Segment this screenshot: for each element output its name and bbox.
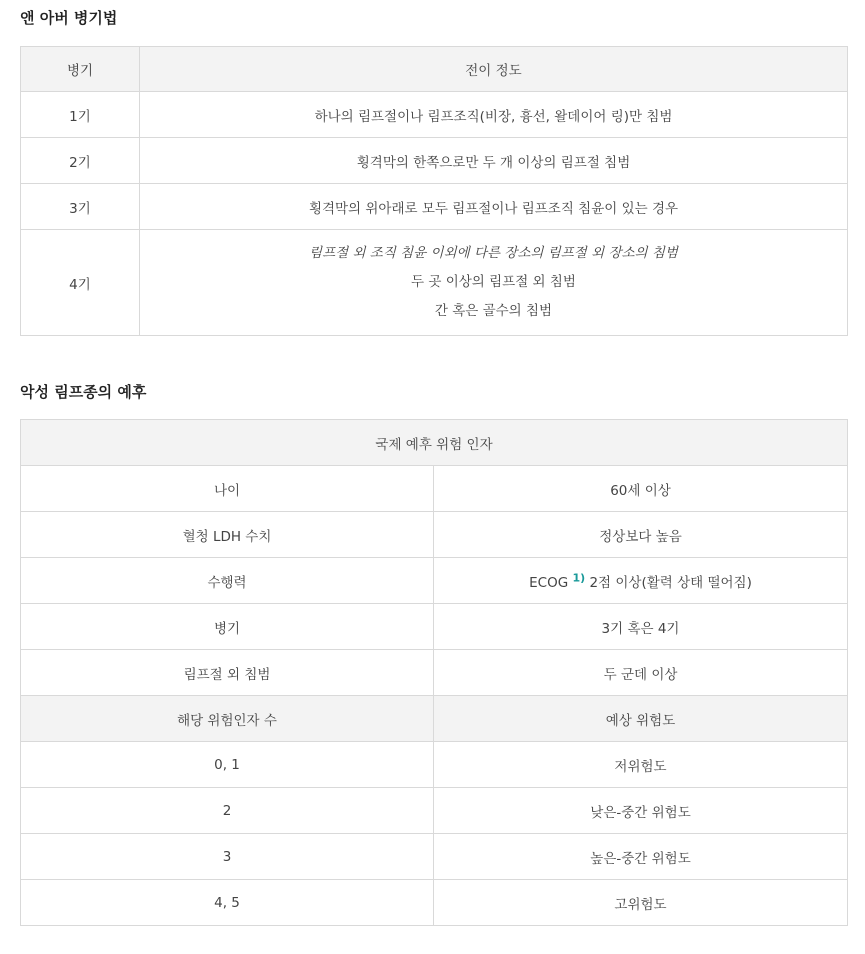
table-row [21, 230, 848, 336]
table-header-row [21, 47, 848, 92]
column-header-stage: 병기 [21, 47, 140, 92]
table-row [21, 512, 848, 558]
table-row [21, 138, 848, 184]
value-cell: 정상보다 높음 [434, 512, 848, 558]
table-row [21, 650, 848, 696]
staging-section-title: 앤 아버 병기법 [20, 9, 118, 27]
count-cell: 2 [21, 788, 434, 834]
factor-cell: 혈청 LDH 수치 [21, 512, 434, 558]
footnote-link[interactable]: 1) [572, 571, 586, 584]
count-cell: 0, 1 [21, 742, 434, 788]
factor-cell: 수행력 [21, 558, 434, 604]
description-cell: 횡격막의 위아래로 모두 림프절이나 림프조직 침윤이 있는 경우 [140, 184, 848, 230]
table-row [21, 788, 848, 834]
prognosis-table [20, 419, 848, 926]
value-cell [434, 558, 848, 604]
risk-cell: 높은-중간 위험도 [434, 834, 848, 880]
table-header-row [21, 420, 848, 466]
table-subheader-row [21, 696, 848, 742]
stage-cell: 4기 [21, 230, 140, 336]
table-row [21, 880, 848, 926]
value-cell: 두 군데 이상 [434, 650, 848, 696]
value-cell: 3기 혹은 4기 [434, 604, 848, 650]
description-line: 두 곳 이상의 림프절 외 침범 [411, 274, 576, 290]
stage-cell: 2기 [21, 138, 140, 184]
value-cell: 60세 이상 [434, 466, 848, 512]
ecog-description: 2점 이상(활력 상태 떨어짐) [589, 574, 752, 591]
table-row [21, 92, 848, 138]
count-cell: 4, 5 [21, 880, 434, 926]
ecog-text: ECOG [529, 574, 569, 591]
description-cell: 횡격막의 한쪽으로만 두 개 이상의 림프절 침범 [140, 138, 848, 184]
stage-cell: 1기 [21, 92, 140, 138]
risk-cell: 고위험도 [434, 880, 848, 926]
column-header-spread: 전이 정도 [140, 47, 848, 92]
table-row [21, 558, 848, 604]
description-cell: 하나의 림프절이나 림프조직(비장, 흉선, 왈데이어 링)만 침범 [140, 92, 848, 138]
description-line: 간 혹은 골수의 침범 [434, 303, 553, 319]
column-header-risk: 예상 위험도 [434, 696, 848, 742]
prognosis-section-title: 악성 림프종의 예후 [20, 383, 147, 401]
table-row [21, 604, 848, 650]
description-cell [140, 230, 848, 336]
ipi-header: 국제 예후 위험 인자 [21, 420, 848, 466]
table-row [21, 742, 848, 788]
table-row [21, 466, 848, 512]
table-row [21, 184, 848, 230]
risk-cell: 낮은-중간 위험도 [434, 788, 848, 834]
ann-arbor-staging-table [20, 46, 848, 336]
stage-cell: 3기 [21, 184, 140, 230]
factor-cell: 병기 [21, 604, 434, 650]
factor-cell: 림프절 외 침범 [21, 650, 434, 696]
count-cell: 3 [21, 834, 434, 880]
table-row [21, 834, 848, 880]
description-line: 림프절 외 조직 침윤 이외에 다른 장소의 림프절 외 장소의 침범 [309, 245, 678, 261]
column-header-count: 해당 위험인자 수 [21, 696, 434, 742]
factor-cell: 나이 [21, 466, 434, 512]
risk-cell: 저위험도 [434, 742, 848, 788]
